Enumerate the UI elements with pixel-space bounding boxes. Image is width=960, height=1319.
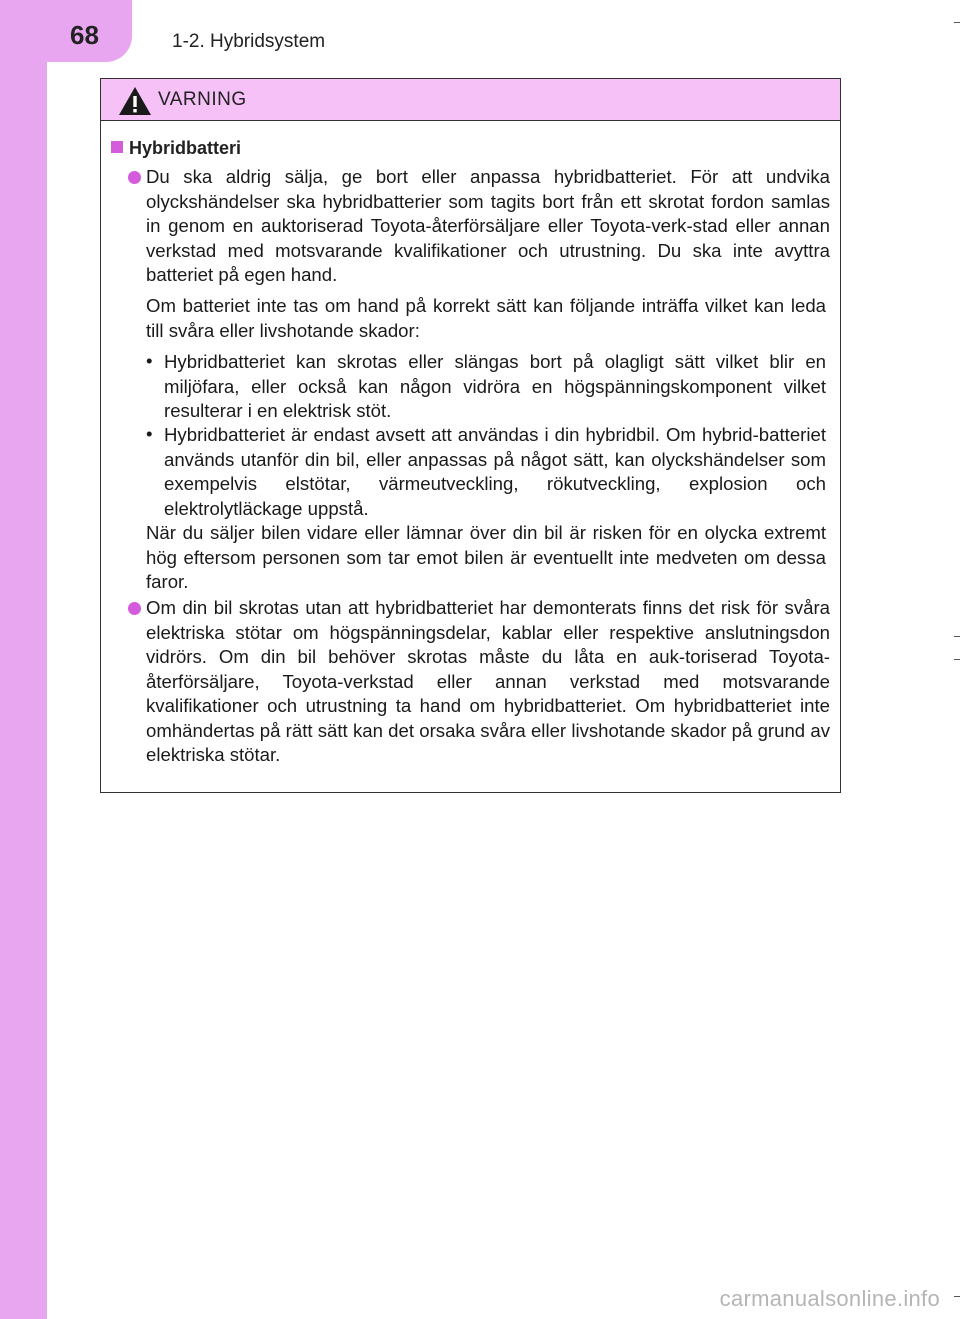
item1-paragraph2: Om batteriet inte tas om hand på korrekt sätt kan följande inträffa vilket kan leda till svåra eller livshotande skador: (146, 295, 826, 341)
side-color-strip (0, 0, 47, 1319)
warning-label: VARNING (158, 89, 247, 110)
dash-bullet-1: • (146, 350, 153, 371)
item1-paragraph1: Du ska aldrig sälja, ge bort eller anpassa hybridbatteriet. För att undvika olyckshändelser ska hybridbatterier som tagits bort från ett skrotat fordon samlas in genom en auktoriserad Toyota-återförsäljare eller Toyota-verk-stad eller annan verkstad med motsvarande kvalifikationer och utrustning. Du ska inte avyttra batteriet på egen hand. (146, 166, 830, 285)
crop-mark-middle (954, 659, 960, 660)
item2-paragraph: Om din bil skrotas utan att hybridbatteriet har demonterats finns det risk för svåra elektriska stötar om högspänningsdelar, kablar eller respektive anslutningsdon vidrörs. Om din bil behöver skrotas måste du låta en auk-toriserad Toyota-återförsäljare, Toyota-verkstad eller annan verkstad med motsvarande kvalifikationer och utrustning ta hand om hybridbatteriet. Om hybridbatteriet inte omhändertas på rätt sätt kan det orsaka svåra eller livshotande skador på grund av elektriska stötar. (146, 597, 830, 765)
item1-subbullet2: Hybridbatteriet är endast avsett att användas i din hybridbil. Om hybrid-batteriet används utanför din bil, eller anpassas på något sätt, kan olyckshändelser som exempelvis elstötar, värmeutveckling, rökutveckling, explosion och elektrolytläckage uppstå. (164, 424, 826, 519)
section-title: 1-2. Hybridsystem (172, 31, 326, 52)
item1-subbullet1: Hybridbatteriet kan skrotas eller slängas bort på olagligt sätt vilket blir en miljöfara, eller också kan någon vidröra en högspänningskomponent vilket resulterar i en elektrisk stöt. (164, 351, 826, 421)
warning-box (100, 78, 841, 793)
crop-mark-top (954, 22, 960, 23)
footer-watermark: carmanualsonline.info (719, 1286, 940, 1311)
page-number: 68 (70, 20, 99, 50)
warning-heading (111, 138, 241, 159)
circle-bullet-icon (128, 171, 141, 184)
crop-mark-upper-middle (954, 636, 960, 637)
circle-bullet-icon (128, 602, 141, 615)
item1-paragraph3: När du säljer bilen vidare eller lämnar över din bil är risken för en olycka extremt hög eftersom personen som tar emot bilen är eventuellt inte medveten om dessa faror. (146, 522, 826, 592)
warning-header (101, 79, 840, 121)
warning-triangle-icon (118, 86, 152, 116)
warning-heading-text: Hybridbatteri (129, 138, 242, 158)
crop-mark-bottom (954, 1296, 960, 1297)
dash-bullet-2: • (146, 423, 153, 444)
square-bullet-icon (111, 141, 123, 153)
